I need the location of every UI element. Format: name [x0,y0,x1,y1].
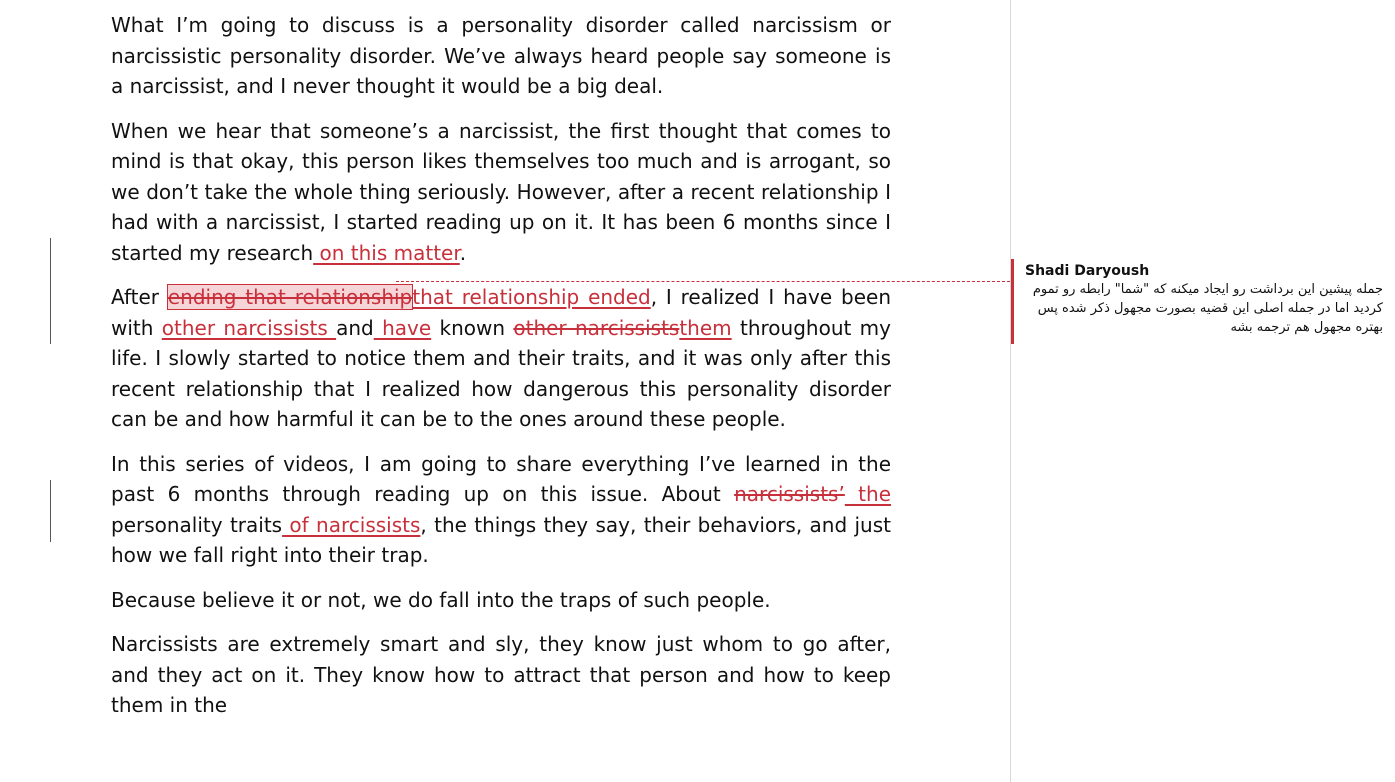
comment-balloon[interactable] [1011,259,1383,344]
tracked-deletion[interactable]: narcissists’ [734,482,845,506]
tracked-insertion[interactable]: have [373,315,432,340]
document-body[interactable] [111,10,891,721]
tracked-insertion[interactable]: other narcissists [161,315,337,340]
comment-text[interactable]: جمله پیشین این برداشت رو ایجاد میکنه که "شما" رابطه رو تموم کردید اما در جمله اصلی این قضیه بصورت مجهول ذکر شده پس بهتره مجهول هم ترجمه بشه [1032,282,1383,335]
paragraph-2[interactable]: When we hear that someone’s a narcissist, the first thought that comes to mind is that okay, this person likes themselves too much and is arrogant, so we don’t take the whole thing seriously. However, after a recent relationship I had with a narcissist, I started reading up on it. It has been 6 months since I started my research on this matter. [111,118,891,265]
paragraph-5[interactable]: Because believe it or not, we do fall into the traps of such people. [111,587,771,612]
change-bar-1 [50,238,51,344]
paragraph-6[interactable]: Narcissists are extremely smart and sly, they know just whom to go after, and they act on it. They know how to attract that person and how to keep them in the [111,632,891,717]
tracked-insertion[interactable]: that relationship ended [412,285,651,309]
comment-author: Shadi Daryoush [1025,263,1150,279]
tracked-insertion[interactable]: on this matter [313,240,460,265]
tracked-insertion[interactable]: of narcissists [282,512,421,537]
tracked-insertion[interactable]: them [679,315,732,340]
paragraph-4[interactable]: In this series of videos, I am going to share everything I’ve learned in the past 6 months through reading up on this issue. About narcissists’ the personality traits of narcissists, the things they say, their behaviors, and just how we fall right into their trap. [111,451,891,567]
change-bar-2 [50,480,51,542]
paragraph-1[interactable]: What I’m going to discuss is a personality disorder called narcissism or narcissistic personality disorder. We’ve always heard people say someone is a narcissist, and I never thought it would be a big deal. [111,13,891,98]
paragraph-3[interactable]: After ending that relationshipthat relationship ended, I realized I have been with other narcissists and have known other narcissiststhem throughout my life. I slowly started to notice them and their traits, and it was only after this recent relationship that I realized how dangerous this personality disorder can be and how harmful it can be to the ones around these people. [111,285,891,431]
tracked-deletion-commented[interactable]: ending that relationship [167,285,413,309]
comment-pane [1010,0,1395,782]
tracked-insertion[interactable]: the [844,482,891,506]
tracked-deletion[interactable]: other narcissists [513,315,680,340]
comment-connector [396,281,1010,282]
